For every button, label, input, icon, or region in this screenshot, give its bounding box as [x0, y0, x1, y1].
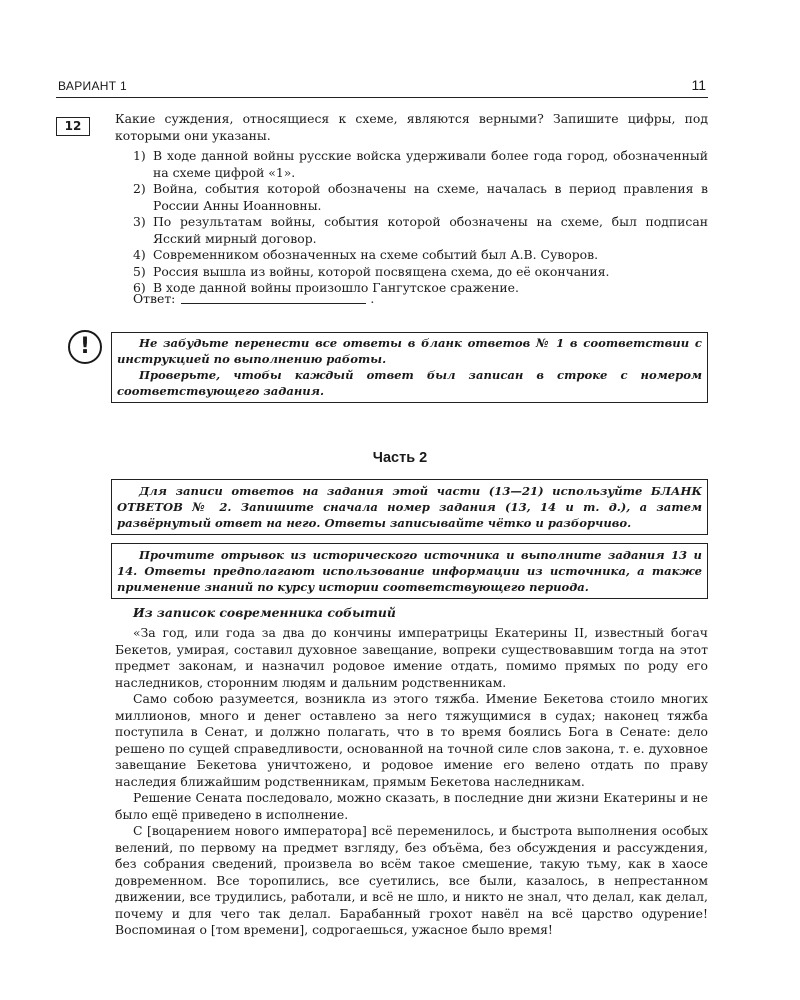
option-item: [133, 214, 708, 247]
part2-instruction: Для записи ответов на задания этой части (13—21) используйте БЛАНК ОТВЕТОВ № 2. Запишите сначала номер задания (13, 14 и т. д.), а затем развёрнутый ответ на него. Ответы записывайте чётко и разборчиво.: [117, 484, 702, 530]
passage-paragraph: Само собою разумеется, возникла из этого тяжба. Имение Бекетова стоило многих миллионов, много и денег оставлено за него тяжущимися в судах; наконец тяжба поступила в Сенат, и должно полагать, что в то время боялись Бога в Сенате: дело решено по сущей справедливости, основанной на точной силе слов закона, т. е. духовное завещание Бекетова уничтожено, и родовое имение его велено отдать по праву наследия ближайшим родственникам, прямым Бекетова наследникам.: [115, 691, 708, 789]
source-title: Из записок современника событий: [133, 605, 396, 620]
passage-paragraph: «За год, или года за два до кончины императрицы Екатерины II, известный богач Бекетов, умирая, составил духовное завещание, вопреки существовавшим тогда на этот предмет законам, и назначил родовое имение отдать, помимо прямых по роду его наследников, сторонним людям и дальним родственникам.: [115, 625, 708, 690]
reading-instruction-box: [111, 543, 708, 599]
notice-line-2: Проверьте, чтобы каждый ответ был записан в строке с номером соответствующего задания.: [117, 368, 702, 398]
option-text: В ходе данной войны русские войска удерживали более года город, обозначенный на схеме цифрой «1».: [153, 148, 708, 180]
option-number: 4): [133, 247, 146, 262]
option-text: Война, события которой обозначены на схеме, началась в период правления в России Анны Иоанновны.: [153, 181, 708, 213]
option-number: 3): [133, 214, 146, 229]
reading-instruction: Прочтите отрывок из исторического источника и выполните задания 13 и 14. Ответы предполагают использование информации из источника, а также применение знаний по курсу истории соответствующего периода.: [117, 548, 702, 594]
option-text: Россия вышла из войны, которой посвящена схема, до её окончания.: [153, 263, 610, 279]
variant-label: ВАРИАНТ 1: [58, 79, 127, 93]
notice-box: [111, 332, 708, 403]
option-number: 1): [133, 148, 146, 163]
answer-end: .: [370, 291, 375, 306]
answer-line[interactable]: [181, 303, 366, 304]
option-text: В ходе данной войны произошло Гангутское сражение.: [153, 280, 519, 295]
option-number: 6): [133, 280, 146, 295]
passage-paragraph: С [воцарением нового императора] всё переменилось, и быстрота выполнения особых велений, по первому на предмет взгляду, без объёма, без обсуждения и рассуждения, без собрания сведений, произвела во всём такое смешение, такую тьму, как в хаосе довременном. Все торопились, все суетились, все были, казалось, в непрестанном движении, все трудились, работали, и всё не шло, и никто не знал, что делал, как делал, почему и для чего так делал. Барабанный грохот навёл на всё царство одурение! Воспоминая о [том времени], содрогаешься, ужасное было время!: [115, 823, 708, 937]
option-item: [133, 264, 708, 281]
task-question: Какие суждения, относящиеся к схеме, являются верными? Запишите цифры, под которыми они указаны.: [115, 111, 708, 143]
exclamation-icon: !: [68, 330, 102, 364]
part2-instruction-box: [111, 479, 708, 535]
notice-line-1: Не забудьте перенести все ответы в бланк ответов № 1 в соответствии с инструкцией по выполнению работы.: [117, 336, 702, 366]
answer-row: [133, 291, 374, 306]
option-text: По результатам войны, события которой обозначены на схеме, был подписан Ясский мирный договор.: [153, 214, 708, 246]
source-passage: [115, 625, 708, 939]
answer-options: [133, 148, 708, 297]
option-item: [133, 148, 708, 181]
option-item: [133, 247, 708, 264]
option-number: 2): [133, 181, 146, 196]
page-number: 11: [691, 77, 706, 93]
part-title: Часть 2: [372, 450, 428, 466]
answer-label: Ответ:: [133, 291, 176, 306]
passage-paragraph: Решение Сената последовало, можно сказать, в последние дни жизни Екатерины и не было ещё приведено в исполнение.: [115, 790, 708, 822]
option-item: [133, 181, 708, 214]
option-text: Современником обозначенных на схеме событий был А.В. Суворов.: [153, 247, 599, 262]
option-number: 5): [133, 263, 146, 279]
task-number-box: 12: [56, 117, 90, 136]
header-divider: [56, 97, 708, 98]
